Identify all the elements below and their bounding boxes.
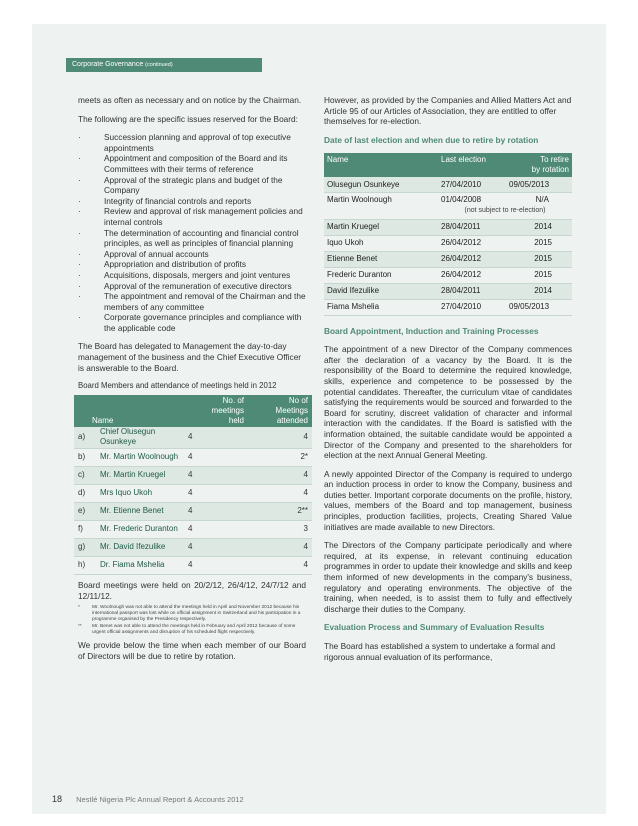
issue-text: Review and approval of risk management policies and internal controls: [104, 206, 303, 227]
header-line: Meetings: [275, 405, 308, 415]
issue-text: Corporate governance principles and compliance with the applicable code: [104, 312, 302, 333]
retire-date: 09/05/2013: [506, 299, 572, 315]
row-index: g): [74, 539, 96, 557]
member-name: Chief Olusegun Osunkeye: [96, 427, 184, 449]
retire-date: 2014: [506, 219, 572, 235]
meetings-attended: 4: [248, 467, 312, 485]
table-row: [74, 521, 312, 539]
member-name: Dr. Fiama Mshelia: [96, 557, 184, 575]
col-held-header: [184, 395, 248, 427]
issue-text: The determination of accounting and financial control principles, as well as principles of financial planning: [104, 227, 299, 249]
retire-date: 2015: [506, 267, 572, 283]
footnote-1: [78, 605, 306, 623]
meetings-held: 4: [184, 557, 248, 575]
report-title: Nestlé Nigeria Plc Annual Report & Accounts 2012: [76, 795, 244, 804]
header-line: No of: [288, 395, 308, 405]
bullet: ·: [78, 259, 81, 270]
meetings-held: 4: [184, 539, 248, 557]
list-item: [78, 175, 306, 196]
footnote-2: [78, 624, 306, 636]
table-row: [74, 467, 312, 485]
retire-header-row: [324, 153, 572, 177]
table-row: [74, 557, 312, 575]
bullet: ·: [78, 269, 81, 280]
bullet: ·: [78, 227, 81, 238]
director-name: David Ifezulike: [324, 283, 438, 299]
meetings-held: 4: [184, 485, 248, 503]
left-column: [78, 95, 306, 669]
list-item: [78, 259, 306, 270]
section-continued: (continued): [145, 62, 173, 68]
issue-text: Integrity of financial controls and reports: [104, 195, 252, 206]
member-name: Mr. Martin Woolnough: [96, 449, 184, 467]
meetings-attended: 4: [248, 485, 312, 503]
delegation-text: The Board has delegated to Management the day-to-day management of the business and the Chief Executive Officer is answerable to the Board.: [78, 341, 302, 373]
header-line: held: [228, 415, 244, 425]
meetings-held: 4: [184, 503, 248, 521]
member-name: Mr. David Ifezulike: [96, 539, 184, 557]
page-footer: [52, 794, 244, 804]
retire-note: (not subject to re-election): [464, 206, 546, 214]
retire-date: 09/05/2013: [506, 177, 572, 193]
last-election: 26/04/2012: [438, 251, 506, 267]
table-row: [324, 235, 572, 251]
appointment-paragraph-1: The appointment of a new Director of the Company commences after the declaration of a vacancy by the Board. It is the responsibility of the Board to determine the required knowledge, skills, experience and competence to be possessed by the potential candidates. Thereafter, the curriculum vitae of candidates satisfying the requirements would be sourced and forwarded to the Board for scrutiny, discreet validation of character and informal interaction with the candidates. If the Board is satisfied with the information obtained, the suitable candidate would be appointed a Director of the Company and presented to the shareholders for election at the next Annual General Meeting.: [324, 344, 572, 461]
meetings-held: 4: [184, 449, 248, 467]
row-index: h): [74, 557, 96, 575]
retire-cell: [438, 193, 572, 219]
meetings-held-text: Board meetings were held on 20/2/12, 26/4/12, 24/7/12 and 12/11/12.: [78, 580, 306, 601]
last-election: 28/04/2011: [438, 283, 506, 299]
table-row: [324, 177, 572, 193]
retire-date: N/A: [535, 195, 549, 205]
page-number: 18: [52, 794, 63, 804]
retire-intro: We provide below the time when each member of our Board of Directors will be due to retire by rotation.: [78, 640, 306, 661]
table-row: [74, 427, 312, 449]
retirement-table: [324, 153, 572, 315]
last-election: 01/04/2008: [441, 195, 482, 205]
retire-date: 2014: [506, 283, 572, 299]
list-item: [78, 312, 306, 333]
member-name: Mr. Etienne Benet: [96, 503, 184, 521]
row-index: f): [74, 521, 96, 539]
list-item: [78, 196, 306, 207]
appointment-heading: Board Appointment, Induction and Training Processes: [324, 325, 539, 336]
bullet: ·: [78, 312, 81, 323]
director-name: Martin Kruegel: [324, 219, 438, 235]
issue-text: Acquisitions, disposals, mergers and joint ventures: [104, 269, 291, 280]
meetings-attended: 3: [248, 521, 312, 539]
list-item: [78, 228, 306, 249]
table-row: [74, 485, 312, 503]
retire-values: [441, 195, 569, 206]
director-name: Martin Woolnough: [324, 193, 438, 219]
col-name-header: Name: [74, 395, 184, 427]
bullet: ·: [78, 195, 81, 206]
list-item: [78, 291, 306, 312]
table-row: [74, 503, 312, 521]
issue-text: Appointment and composition of the Board and its Committees with their terms of reference: [104, 153, 288, 174]
header-line: attended: [276, 415, 308, 425]
table-row: [324, 251, 572, 267]
meetings-attended: 2*: [248, 449, 312, 467]
header-line: by rotation: [531, 165, 569, 175]
director-name: Fiama Mshelia: [324, 299, 438, 315]
list-item: [78, 132, 306, 153]
director-name: Frederic Duranton: [324, 267, 438, 283]
bullet: ·: [78, 248, 81, 259]
table-row: [324, 193, 572, 219]
col-last-header: Last election: [438, 153, 506, 177]
bullet: ·: [78, 280, 81, 291]
table-row: [324, 299, 572, 315]
row-index: b): [74, 449, 96, 467]
meetings-held: 4: [184, 467, 248, 485]
last-election: 27/04/2010: [438, 177, 506, 193]
bullet: ·: [78, 174, 81, 185]
meetings-attended: 2**: [248, 503, 312, 521]
bullet: ·: [78, 132, 81, 143]
last-election: 27/04/2010: [438, 299, 506, 315]
table-row: [74, 449, 312, 467]
last-election: 26/04/2012: [438, 267, 506, 283]
table-row: [74, 539, 312, 557]
row-index: c): [74, 467, 96, 485]
issues-intro: The following are the specific issues reserved for the Board:: [78, 113, 298, 124]
list-item: [78, 153, 306, 174]
bullet: ·: [78, 153, 81, 164]
last-election: 26/04/2012: [438, 235, 506, 251]
footnote-mark: *: [78, 605, 80, 611]
table-row: [324, 267, 572, 283]
director-name: Iquo Ukoh: [324, 235, 438, 251]
attendance-title: Board Members and attendance of meetings held in 2012: [78, 381, 277, 391]
retire-date: 2015: [506, 251, 572, 267]
list-item: [78, 270, 306, 281]
issue-text: The appointment and removal of the Chairman and the members of any committee: [104, 291, 306, 312]
col-attended-header: [248, 395, 312, 427]
header-line: To retire: [540, 155, 569, 165]
intro-text: meets as often as necessary and on notice by the Chairman.: [78, 95, 302, 105]
row-index: d): [74, 485, 96, 503]
retire-date: 2015: [506, 235, 572, 251]
bullet: ·: [78, 206, 81, 217]
issue-text: Approval of annual accounts: [104, 248, 209, 259]
appointment-paragraph-2: A newly appointed Director of the Company is required to undergo an induction process in order to know the Company, business and duties better. Important corporate documents on the profile, history, values, members of the Board and top management, business principles, production facilities, projects, Creating Shared Value initiatives are made available to new Directors.: [324, 468, 572, 532]
col-retire-header: [506, 153, 572, 177]
member-name: Mrs Iquo Ukoh: [96, 485, 184, 503]
attendance-header-row: [74, 395, 312, 427]
appointment-paragraph-3: The Directors of the Company participate periodically and where required, at its expense, in relevant continuing education programmes in order to update their knowledge and skills and keep them informed of new developments in the company's business, regulatory and operating environments. The objective of the training, when needed, is to assist them to fully and effectively discharge their duties to the Company.: [324, 540, 572, 614]
member-name: Mr. Martin Kruegel: [96, 467, 184, 485]
row-index: e): [74, 503, 96, 521]
meetings-attended: 4: [248, 557, 312, 575]
header-line: No. of: [222, 395, 244, 405]
right-column: [324, 95, 572, 670]
section-title: Corporate Governance: [72, 61, 144, 68]
attendance-table: [74, 395, 312, 575]
meetings-held: 4: [184, 427, 248, 449]
table-row: [324, 283, 572, 299]
member-name: Mr. Frederic Duranton: [96, 521, 184, 539]
col-name-header: Name: [324, 153, 438, 177]
meetings-attended: 4: [248, 539, 312, 557]
director-name: Olusegun Osunkeye: [324, 177, 438, 193]
issue-text: Approval of the strategic plans and budget of the Company: [104, 174, 283, 196]
table-row: [324, 219, 572, 235]
however-text: However, as provided by the Companies and Allied Matters Act and Article 95 of our Articles of Association, they are entitled to offer themselves for re-election.: [324, 95, 572, 127]
row-index: a): [74, 427, 96, 449]
issue-text: Appropriation and distribution of profits: [104, 259, 247, 270]
evaluation-paragraph-1: The Board has established a system to undertake a formal and rigorous annual evaluation of its performance,: [324, 641, 556, 662]
evaluation-heading: Evaluation Process and Summary of Evaluation Results: [324, 622, 545, 633]
list-item: [78, 206, 306, 227]
section-tag: [66, 58, 262, 72]
footnote-text: Mr. Woolnough was not able to attend the meetings held in April and November 2012 because his international passport was lost while on official assignment in Switzerland and his participation in a programme organised by the Presidency respectively.: [92, 605, 301, 623]
retire-heading: Date of last election and when due to retire by rotation: [324, 134, 539, 145]
header-line: meetings: [211, 405, 244, 415]
list-item: [78, 249, 306, 260]
meetings-held: 4: [184, 521, 248, 539]
list-item: [78, 281, 306, 292]
footnote-text: Mr. Benet was not able to attend the meetings held in February and April 2012 because of some urgent official assignments and disruption of his scheduled flight respectively.: [92, 624, 296, 636]
director-name: Etienne Benet: [324, 251, 438, 267]
issue-text: Approval of the remuneration of executive directors: [104, 280, 292, 291]
meetings-attended: 4: [248, 427, 312, 449]
last-election: 28/04/2011: [438, 219, 506, 235]
issues-list: [78, 132, 306, 333]
footnote-mark: **: [78, 624, 82, 630]
issue-text: Succession planning and approval of top executive appointments: [104, 132, 291, 153]
bullet: ·: [78, 291, 81, 302]
